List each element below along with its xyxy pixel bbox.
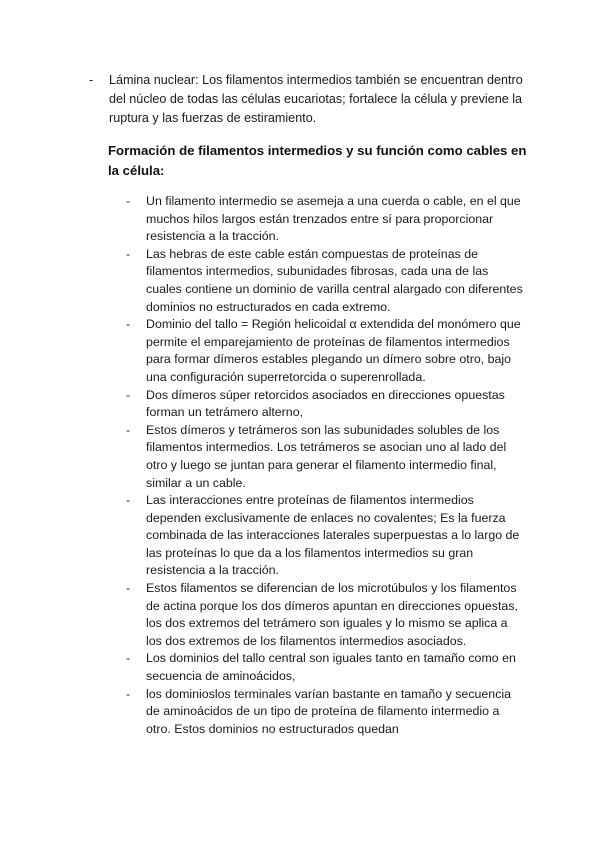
list-item — [126, 387, 526, 422]
list-item-text: Las interacciones entre proteínas de filamentos intermedios dependen exclusivamente de enlaces no covalentes; Es la fuerza combinada de las interacciones laterales superpuestas a lo largo de las proteínas lo que da a los filamentos intermedios su gran resistencia a la tracción. — [146, 493, 520, 578]
list-marker: - — [126, 246, 131, 261]
list-item — [126, 422, 526, 492]
list-item-text: Estos dímeros y tetrámeros son las subunidades solubles de los filamentos intermedios. Los tetrámeros se asocian uno al lado del otro y luego se juntan para generar el filamento intermedio final, similar a un cable. — [146, 422, 507, 490]
list-item — [126, 580, 526, 650]
list-marker: - — [126, 317, 131, 332]
list-marker: - — [89, 73, 94, 87]
list-marker: - — [126, 651, 131, 666]
list-item-text: los dominioslos terminales varían bastante en tamaño y secuencia de aminoácidos de un tipo de proteína de filamento intermedio a otro. Estos dominios no estructurados quedan — [146, 686, 512, 736]
list-item — [126, 686, 526, 739]
list-item-lamina-nuclear — [89, 71, 529, 128]
list-item-text: Las hebras de este cable están compuestas de proteínas de filamentos intermedios, subunidades fibrosas, cada una de las cuales contiene un dominio de varilla central alargado con diferentes dominios no estructurados en cada extremo. — [146, 246, 523, 314]
paragraph-text: Lámina nuclear: Los filamentos intermedios también se encuentran dentro del núcleo de todas las células eucariotas; fortalece la célula y previene la ruptura y las fuerzas de estiramiento. — [109, 73, 523, 125]
bullet-list — [126, 193, 526, 738]
list-marker: - — [126, 387, 131, 402]
list-item-text: Dos dímeros súper retorcidos asociados en direcciones opuestas forman un tetrámero alterno, — [146, 387, 505, 420]
list-item — [126, 492, 526, 580]
list-marker: - — [126, 194, 131, 208]
list-item-text: Los dominios del tallo central son iguales tanto en tamaño como en secuencia de aminoácidos, — [146, 651, 516, 684]
list-item-text: Un filamento intermedio se asemeja a una cuerda o cable, en el que muchos hilos largos están trenzados entre sí para proporcionar resistencia a la tracción. — [146, 194, 521, 244]
list-item — [126, 650, 526, 685]
list-marker: - — [126, 581, 131, 596]
list-marker: - — [126, 686, 131, 701]
list-item — [126, 316, 526, 386]
section-heading: Formación de filamentos intermedios y su función como cables en la célula: — [108, 143, 527, 178]
list-marker: - — [126, 493, 131, 508]
list-item — [126, 246, 526, 316]
list-item-text: Estos filamentos se diferencian de los microtúbulos y los filamentos de actina porque los dos dímeros apuntan en direcciones opuestas, los dos extremos del tetrámero son iguales y lo mismo se aplica a los dos extremos de los filamentos intermedios asociados. — [146, 581, 518, 648]
list-item — [126, 193, 526, 246]
list-item-text: Dominio del tallo = Región helicoidal α extendida del monómero que permite el emparejamiento de proteínas de filamentos intermedios para formar dímeros estables plegando un dímero sobre otro, bajo una configuración superretorcida o superenrollada. — [146, 317, 521, 384]
list-marker: - — [126, 422, 131, 437]
